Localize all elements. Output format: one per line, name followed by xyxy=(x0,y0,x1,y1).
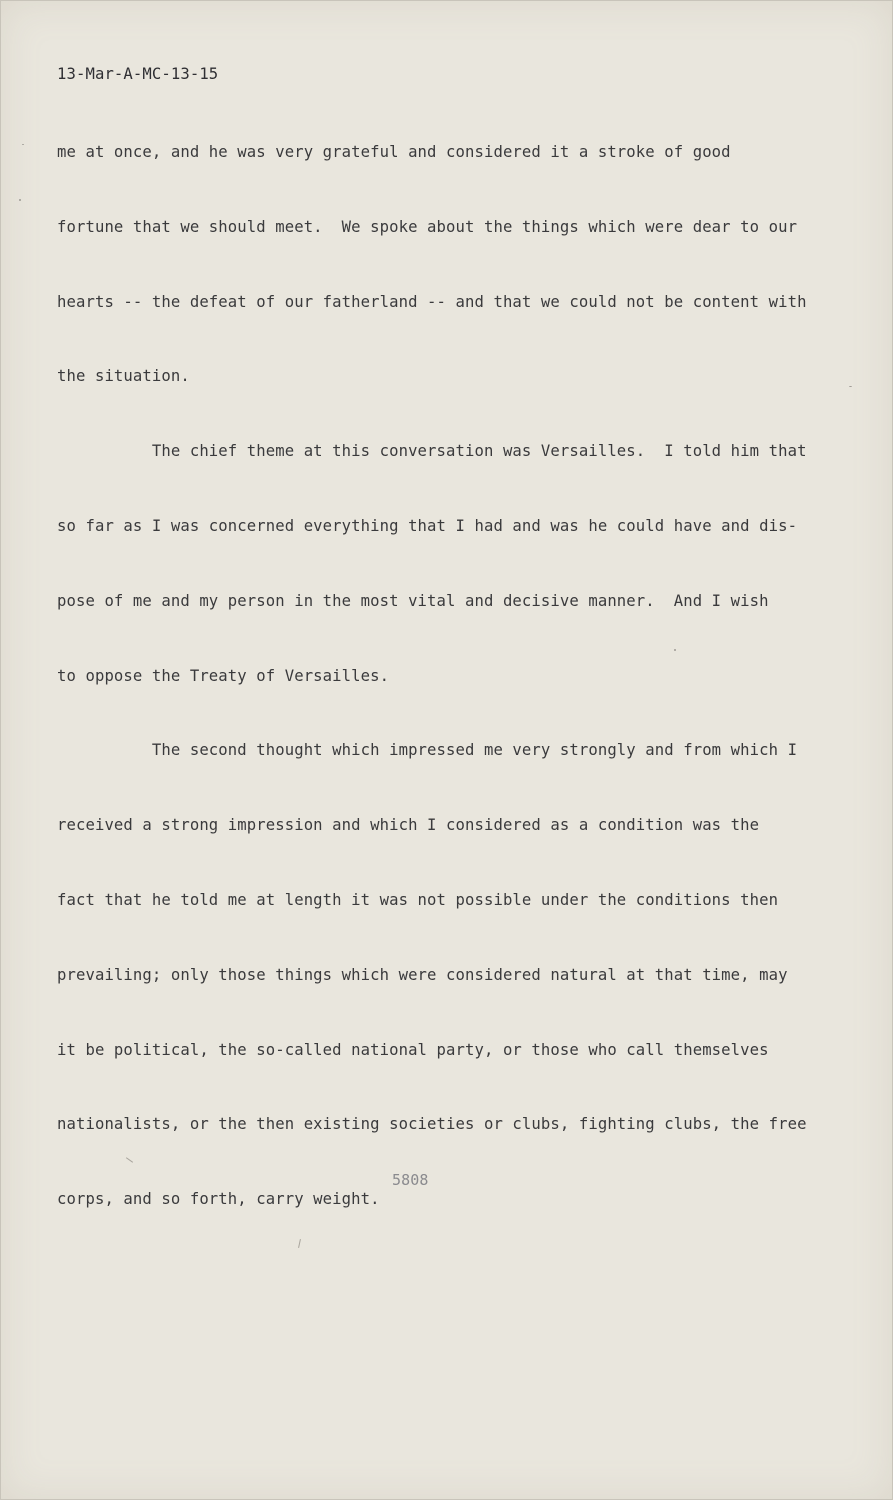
paper-speck xyxy=(674,649,676,651)
paper-speck xyxy=(19,199,21,201)
body-line: The second thought which impressed me very strongly and from which I xyxy=(57,741,798,760)
document-header: 13-Mar-A-MC-13-15 xyxy=(57,65,219,83)
paper-speck xyxy=(849,386,852,387)
body-line: prevailing; only those things which were considered natural at that time, may xyxy=(57,965,788,984)
body-line: fortune that we should meet. We spoke about the things which were dear to our xyxy=(57,217,798,236)
body-line: so far as I was concerned everything that I had and was he could have and dis- xyxy=(57,516,798,535)
body-line: received a strong impression and which I considered as a condition was the xyxy=(57,816,760,835)
body-line: me at once, and he was very grateful and considered it a stroke of good xyxy=(57,143,731,161)
document-body xyxy=(57,105,807,1263)
body-line: hearts -- the defeat of our fatherland -- and that we could not be content with xyxy=(57,292,807,311)
body-line: nationalists, or the then existing societies or clubs, fighting clubs, the free xyxy=(57,1115,807,1134)
page-number: 5808 xyxy=(392,1171,429,1189)
body-line: the situation. xyxy=(57,367,190,386)
body-line: pose of me and my person in the most vital and decisive manner. And I wish xyxy=(57,591,769,610)
body-line: The chief theme at this conversation was Versailles. I told him that xyxy=(57,442,807,461)
paper-speck xyxy=(22,144,24,145)
body-line: it be political, the so-called national party, or those who call themselves xyxy=(57,1040,769,1059)
body-line: to oppose the Treaty of Versailles. xyxy=(57,666,390,685)
body-line: fact that he told me at length it was not possible under the conditions then xyxy=(57,890,779,909)
body-line: corps, and so forth, carry weight. xyxy=(57,1190,380,1209)
